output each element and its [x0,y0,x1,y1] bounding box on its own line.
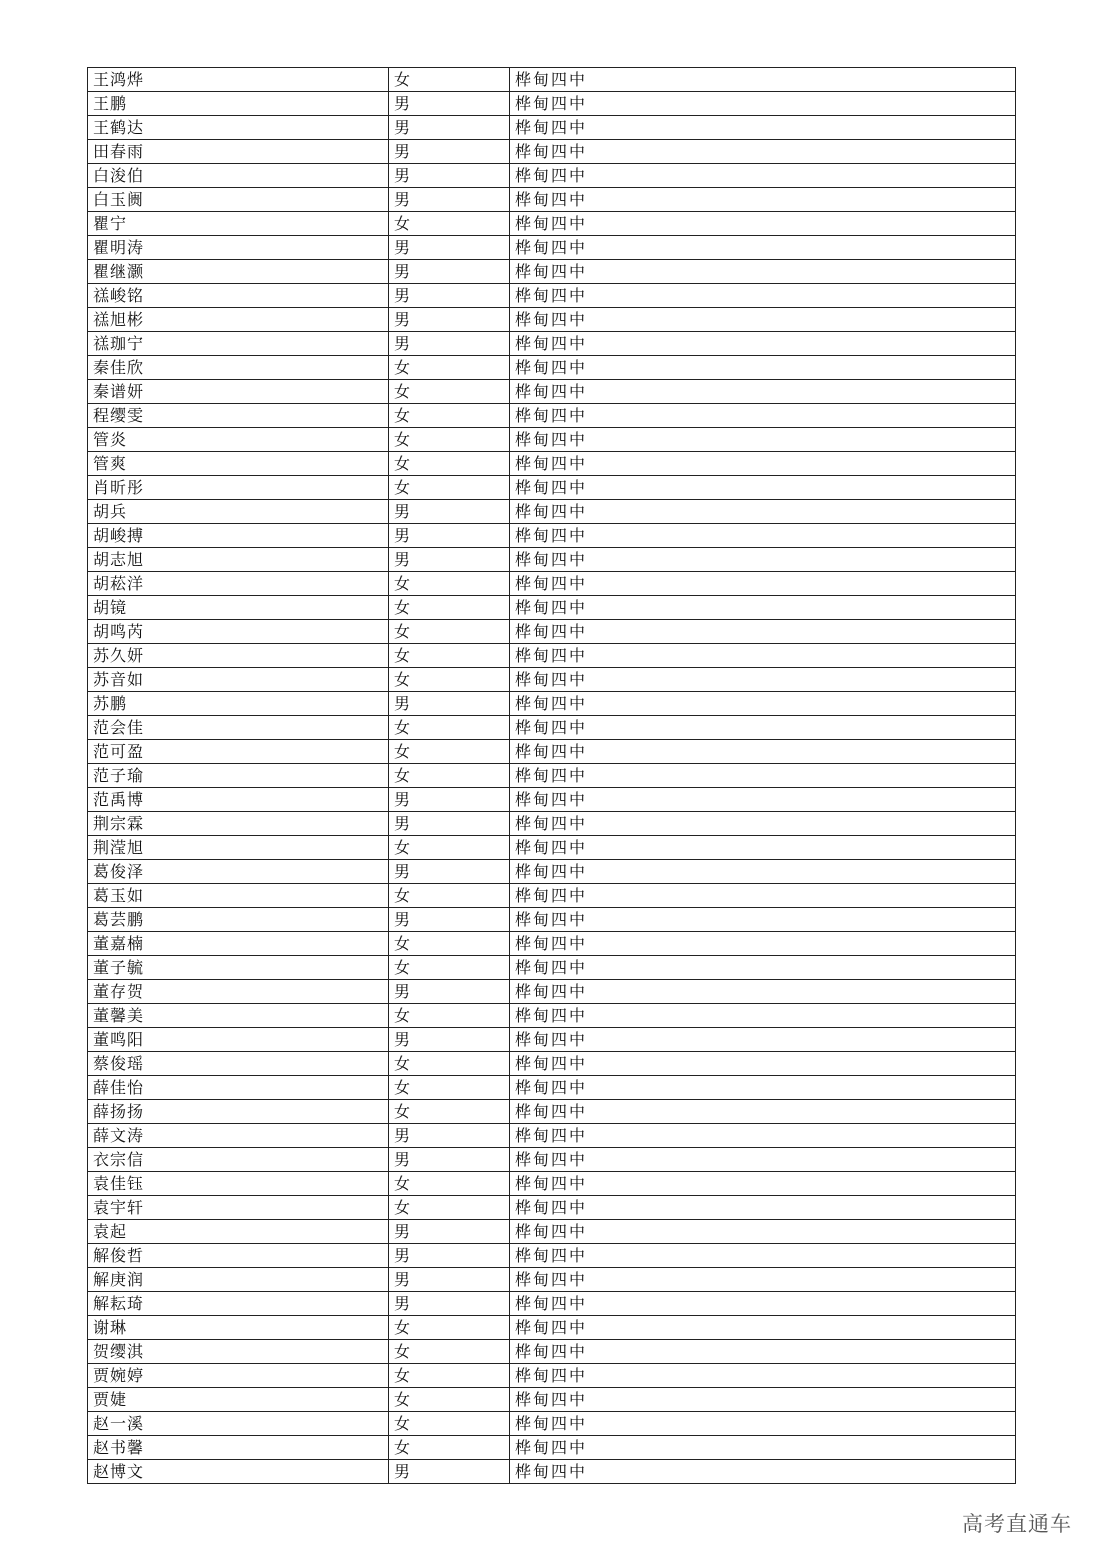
watermark: 高考直通车 [962,1512,1072,1536]
gender-cell: 女 [389,764,510,788]
table-row [88,572,1016,596]
school-cell: 桦甸四中 [510,1076,1016,1100]
name-cell: 白浚伯 [88,164,389,188]
school-cell: 桦甸四中 [510,308,1016,332]
school-cell: 桦甸四中 [510,1220,1016,1244]
name-cell: 解庚润 [88,1268,389,1292]
table-row [88,740,1016,764]
name-cell: 禚珈宁 [88,332,389,356]
table-row [88,1412,1016,1436]
name-cell: 衣宗信 [88,1148,389,1172]
gender-cell: 女 [389,716,510,740]
school-cell: 桦甸四中 [510,476,1016,500]
gender-cell: 男 [389,908,510,932]
school-cell: 桦甸四中 [510,500,1016,524]
table-row [88,1052,1016,1076]
gender-cell: 男 [389,92,510,116]
gender-cell: 女 [389,1172,510,1196]
table-row [88,1388,1016,1412]
name-cell: 薛佳怡 [88,1076,389,1100]
school-cell: 桦甸四中 [510,596,1016,620]
table-row [88,860,1016,884]
gender-cell: 女 [389,1196,510,1220]
school-cell: 桦甸四中 [510,572,1016,596]
roster-body [88,68,1016,1484]
table-row [88,1316,1016,1340]
table-row [88,380,1016,404]
school-cell: 桦甸四中 [510,1196,1016,1220]
school-cell: 桦甸四中 [510,1412,1016,1436]
gender-cell: 男 [389,788,510,812]
name-cell: 苏音如 [88,668,389,692]
name-cell: 解耘琦 [88,1292,389,1316]
name-cell: 葛玉如 [88,884,389,908]
school-cell: 桦甸四中 [510,812,1016,836]
school-cell: 桦甸四中 [510,140,1016,164]
table-row [88,1220,1016,1244]
school-cell: 桦甸四中 [510,404,1016,428]
name-cell: 瞿明涛 [88,236,389,260]
name-cell: 荆滢旭 [88,836,389,860]
name-cell: 贾婕 [88,1388,389,1412]
gender-cell: 女 [389,956,510,980]
gender-cell: 男 [389,1292,510,1316]
gender-cell: 男 [389,188,510,212]
gender-cell: 女 [389,932,510,956]
school-cell: 桦甸四中 [510,836,1016,860]
gender-cell: 女 [389,1388,510,1412]
name-cell: 管爽 [88,452,389,476]
school-cell: 桦甸四中 [510,716,1016,740]
name-cell: 胡志旭 [88,548,389,572]
name-cell: 王鹤达 [88,116,389,140]
roster-table-container [87,67,1015,1484]
gender-cell: 女 [389,740,510,764]
gender-cell: 女 [389,884,510,908]
school-cell: 桦甸四中 [510,548,1016,572]
gender-cell: 男 [389,692,510,716]
table-row [88,140,1016,164]
name-cell: 贺缨淇 [88,1340,389,1364]
school-cell: 桦甸四中 [510,740,1016,764]
name-cell: 胡鸣芮 [88,620,389,644]
name-cell: 范会佳 [88,716,389,740]
table-row [88,284,1016,308]
gender-cell: 男 [389,1028,510,1052]
school-cell: 桦甸四中 [510,260,1016,284]
gender-cell: 女 [389,1364,510,1388]
table-row [88,884,1016,908]
table-row [88,452,1016,476]
school-cell: 桦甸四中 [510,1436,1016,1460]
table-row [88,596,1016,620]
school-cell: 桦甸四中 [510,884,1016,908]
gender-cell: 男 [389,332,510,356]
table-row [88,1028,1016,1052]
school-cell: 桦甸四中 [510,212,1016,236]
table-row [88,332,1016,356]
table-row [88,956,1016,980]
gender-cell: 男 [389,260,510,284]
name-cell: 袁宇轩 [88,1196,389,1220]
gender-cell: 女 [389,572,510,596]
table-row [88,788,1016,812]
name-cell: 赵一溪 [88,1412,389,1436]
name-cell: 董鸣阳 [88,1028,389,1052]
table-row [88,1004,1016,1028]
school-cell: 桦甸四中 [510,284,1016,308]
gender-cell: 女 [389,428,510,452]
table-row [88,692,1016,716]
name-cell: 瞿宁 [88,212,389,236]
table-row [88,524,1016,548]
gender-cell: 男 [389,236,510,260]
table-row [88,164,1016,188]
school-cell: 桦甸四中 [510,932,1016,956]
gender-cell: 男 [389,1268,510,1292]
table-row [88,1364,1016,1388]
school-cell: 桦甸四中 [510,644,1016,668]
gender-cell: 男 [389,860,510,884]
school-cell: 桦甸四中 [510,1460,1016,1484]
table-row [88,404,1016,428]
school-cell: 桦甸四中 [510,764,1016,788]
name-cell: 袁佳钰 [88,1172,389,1196]
school-cell: 桦甸四中 [510,980,1016,1004]
school-cell: 桦甸四中 [510,1244,1016,1268]
gender-cell: 男 [389,1148,510,1172]
table-row [88,1292,1016,1316]
gender-cell: 女 [389,1340,510,1364]
table-row [88,644,1016,668]
school-cell: 桦甸四中 [510,1316,1016,1340]
gender-cell: 男 [389,1244,510,1268]
name-cell: 苏久妍 [88,644,389,668]
table-row [88,908,1016,932]
gender-cell: 女 [389,356,510,380]
name-cell: 赵博文 [88,1460,389,1484]
school-cell: 桦甸四中 [510,1364,1016,1388]
gender-cell: 女 [389,1412,510,1436]
school-cell: 桦甸四中 [510,1052,1016,1076]
school-cell: 桦甸四中 [510,1292,1016,1316]
gender-cell: 女 [389,620,510,644]
gender-cell: 男 [389,284,510,308]
gender-cell: 男 [389,308,510,332]
table-row [88,716,1016,740]
gender-cell: 女 [389,68,510,92]
table-row [88,932,1016,956]
gender-cell: 女 [389,1436,510,1460]
name-cell: 胡兵 [88,500,389,524]
gender-cell: 男 [389,980,510,1004]
gender-cell: 女 [389,404,510,428]
school-cell: 桦甸四中 [510,620,1016,644]
table-row [88,620,1016,644]
table-row [88,836,1016,860]
gender-cell: 男 [389,116,510,140]
gender-cell: 男 [389,1220,510,1244]
gender-cell: 男 [389,500,510,524]
school-cell: 桦甸四中 [510,1268,1016,1292]
gender-cell: 女 [389,1316,510,1340]
name-cell: 程缨雯 [88,404,389,428]
gender-cell: 男 [389,164,510,188]
school-cell: 桦甸四中 [510,236,1016,260]
name-cell: 赵书馨 [88,1436,389,1460]
name-cell: 肖昕彤 [88,476,389,500]
name-cell: 王鹏 [88,92,389,116]
name-cell: 董嘉楠 [88,932,389,956]
table-row [88,68,1016,92]
school-cell: 桦甸四中 [510,788,1016,812]
table-row [88,548,1016,572]
name-cell: 蔡俊瑶 [88,1052,389,1076]
gender-cell: 女 [389,476,510,500]
name-cell: 王鸿烨 [88,68,389,92]
gender-cell: 女 [389,452,510,476]
name-cell: 董馨美 [88,1004,389,1028]
table-row [88,1268,1016,1292]
school-cell: 桦甸四中 [510,524,1016,548]
school-cell: 桦甸四中 [510,188,1016,212]
student-roster-table [87,67,1016,1484]
name-cell: 范可盈 [88,740,389,764]
school-cell: 桦甸四中 [510,908,1016,932]
school-cell: 桦甸四中 [510,692,1016,716]
table-row [88,1076,1016,1100]
table-row [88,1244,1016,1268]
school-cell: 桦甸四中 [510,116,1016,140]
name-cell: 田春雨 [88,140,389,164]
table-row [88,1460,1016,1484]
gender-cell: 女 [389,380,510,404]
school-cell: 桦甸四中 [510,380,1016,404]
table-row [88,356,1016,380]
name-cell: 管炎 [88,428,389,452]
name-cell: 禚峻铭 [88,284,389,308]
school-cell: 桦甸四中 [510,1340,1016,1364]
school-cell: 桦甸四中 [510,452,1016,476]
table-row [88,1100,1016,1124]
name-cell: 薛扬扬 [88,1100,389,1124]
school-cell: 桦甸四中 [510,356,1016,380]
name-cell: 袁起 [88,1220,389,1244]
school-cell: 桦甸四中 [510,68,1016,92]
table-row [88,188,1016,212]
school-cell: 桦甸四中 [510,1124,1016,1148]
gender-cell: 女 [389,1052,510,1076]
name-cell: 范禹博 [88,788,389,812]
gender-cell: 女 [389,668,510,692]
school-cell: 桦甸四中 [510,332,1016,356]
name-cell: 范子瑜 [88,764,389,788]
gender-cell: 男 [389,140,510,164]
school-cell: 桦甸四中 [510,1172,1016,1196]
name-cell: 董存贺 [88,980,389,1004]
gender-cell: 女 [389,596,510,620]
gender-cell: 男 [389,812,510,836]
table-row [88,1148,1016,1172]
name-cell: 葛俊泽 [88,860,389,884]
table-row [88,428,1016,452]
name-cell: 胡菘洋 [88,572,389,596]
name-cell: 董子毓 [88,956,389,980]
table-row [88,212,1016,236]
table-row [88,764,1016,788]
table-row [88,308,1016,332]
table-row [88,92,1016,116]
table-row [88,476,1016,500]
table-row [88,812,1016,836]
gender-cell: 女 [389,212,510,236]
name-cell: 胡峻搏 [88,524,389,548]
name-cell: 薛文涛 [88,1124,389,1148]
school-cell: 桦甸四中 [510,668,1016,692]
school-cell: 桦甸四中 [510,1148,1016,1172]
school-cell: 桦甸四中 [510,164,1016,188]
gender-cell: 男 [389,548,510,572]
table-row [88,1172,1016,1196]
gender-cell: 女 [389,836,510,860]
name-cell: 白玉阓 [88,188,389,212]
school-cell: 桦甸四中 [510,956,1016,980]
name-cell: 瞿继灏 [88,260,389,284]
name-cell: 禚旭彬 [88,308,389,332]
name-cell: 苏鹏 [88,692,389,716]
gender-cell: 男 [389,1460,510,1484]
table-row [88,1124,1016,1148]
gender-cell: 女 [389,644,510,668]
table-row [88,116,1016,140]
gender-cell: 女 [389,1100,510,1124]
school-cell: 桦甸四中 [510,92,1016,116]
name-cell: 秦佳欣 [88,356,389,380]
table-row [88,500,1016,524]
table-row [88,1340,1016,1364]
school-cell: 桦甸四中 [510,1028,1016,1052]
gender-cell: 男 [389,524,510,548]
table-row [88,260,1016,284]
school-cell: 桦甸四中 [510,860,1016,884]
table-row [88,236,1016,260]
school-cell: 桦甸四中 [510,1004,1016,1028]
table-row [88,980,1016,1004]
gender-cell: 男 [389,1124,510,1148]
name-cell: 胡镜 [88,596,389,620]
table-row [88,1196,1016,1220]
school-cell: 桦甸四中 [510,1388,1016,1412]
table-row [88,668,1016,692]
name-cell: 秦谱妍 [88,380,389,404]
name-cell: 荆宗霖 [88,812,389,836]
gender-cell: 女 [389,1076,510,1100]
name-cell: 解俊哲 [88,1244,389,1268]
school-cell: 桦甸四中 [510,428,1016,452]
name-cell: 谢琳 [88,1316,389,1340]
table-row [88,1436,1016,1460]
gender-cell: 女 [389,1004,510,1028]
name-cell: 葛芸鹏 [88,908,389,932]
school-cell: 桦甸四中 [510,1100,1016,1124]
name-cell: 贾婉婷 [88,1364,389,1388]
